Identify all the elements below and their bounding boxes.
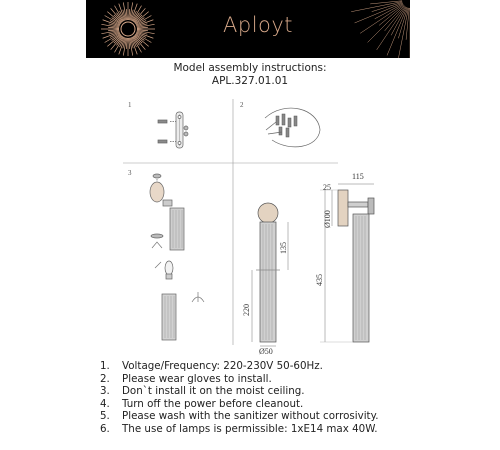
dim-offset: 25	[323, 183, 331, 192]
list-item: 3. Don`t install it on the moist ceiling.	[100, 385, 305, 398]
dim-width-top: 115	[352, 172, 364, 181]
list-item: 1. Voltage/Frequency: 220-230V 50-60Hz.	[100, 360, 323, 372]
dim-diameter-tube: Ø50	[259, 347, 273, 356]
document-title: Model assembly instructions:	[173, 62, 327, 74]
list-item: 2. Please wear gloves to install.	[100, 372, 272, 385]
list-item: 5. Please wash with the sanitizer without corrosivity.	[100, 410, 379, 423]
model-number: APL.327.01.01	[211, 75, 289, 87]
step-1-label: 1	[128, 101, 132, 109]
list-item: 6. The use of lamps is permissible: 1xE14 max 40W.	[100, 422, 378, 435]
side-view-drawing	[320, 184, 374, 342]
step-3-label: 3	[128, 169, 132, 177]
step-2-label: 2	[240, 101, 244, 109]
dim-height-mid: 135	[279, 242, 288, 254]
instructions-list	[100, 360, 379, 436]
panel-1-bracket-mounting	[158, 112, 188, 148]
dim-height-total: 435	[315, 274, 324, 286]
front-view-drawing	[252, 203, 288, 346]
panel-3-exploded-assembly	[150, 174, 204, 340]
panel-2-wiring	[265, 108, 320, 147]
section-dividers	[123, 99, 338, 345]
dim-height-lower: 220	[242, 304, 251, 316]
list-item: 4. Turn off the power before cleanout.	[100, 397, 304, 410]
dim-diameter-plate: Ø100	[323, 210, 332, 228]
brand-name: Aployt	[223, 13, 294, 37]
